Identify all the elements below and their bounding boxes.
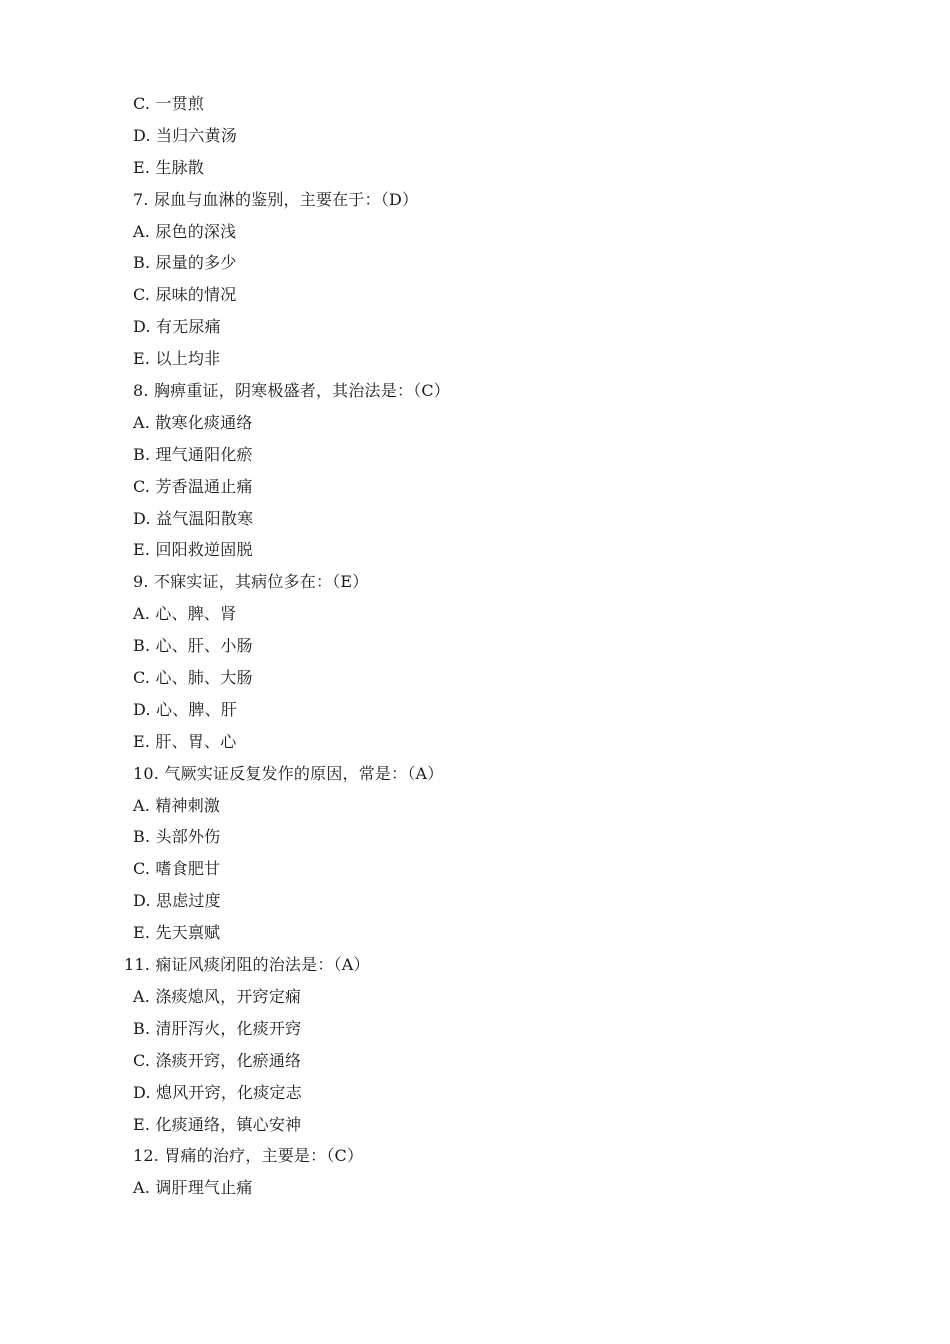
option-line: B. 清肝泻火，化痰开窍 — [133, 1018, 302, 1038]
question-line: 12. 胃痛的治疗，主要是：（C） — [133, 1146, 364, 1166]
option-line: E. 回阳救逆固脱 — [133, 540, 253, 560]
option-line: A. 心、脾、肾 — [133, 604, 237, 624]
question-line: 7. 尿血与血淋的鉴别，主要在于：（D） — [133, 189, 419, 209]
option-line: B. 头部外伤 — [133, 827, 221, 847]
option-line: E. 生脉散 — [133, 157, 205, 177]
question-line: 10. 气厥实证反复发作的原因，常是：（A） — [133, 763, 444, 783]
option-line: C. 嗜食肥甘 — [133, 859, 221, 879]
question-list — [0, 88, 950, 1204]
option-line: C. 尿味的情况 — [133, 285, 237, 305]
option-line: D. 熄风开窍，化痰定志 — [133, 1082, 302, 1102]
option-line: E. 化痰通络，镇心安神 — [133, 1114, 302, 1134]
option-line: E. 肝、胃、心 — [133, 731, 237, 751]
option-line: D. 思虑过度 — [133, 891, 221, 911]
question-line: 11. 痫证风痰闭阻的治法是：（A） — [124, 955, 370, 975]
option-line: A. 尿色的深浅 — [133, 221, 237, 241]
option-line: C. 涤痰开窍，化瘀通络 — [133, 1050, 302, 1070]
option-line: E. 先天禀赋 — [133, 923, 221, 943]
option-line: D. 益气温阳散寒 — [133, 508, 254, 528]
option-line: A. 精神刺激 — [133, 795, 221, 815]
option-line: A. 散寒化痰通络 — [133, 412, 253, 432]
option-line: E. 以上均非 — [133, 349, 221, 369]
option-line: A. 涤痰熄风，开窍定痫 — [133, 986, 302, 1006]
option-line: C. 芳香温通止痛 — [133, 476, 253, 496]
option-line: D. 当归六黄汤 — [133, 125, 238, 145]
option-line: B. 尿量的多少 — [133, 253, 237, 273]
question-line: 9. 不寐实证，其病位多在：（E） — [133, 572, 369, 592]
option-line: D. 有无尿痛 — [133, 317, 221, 337]
option-line: D. 心、脾、肝 — [133, 699, 238, 719]
option-line: A. 调肝理气止痛 — [133, 1178, 253, 1198]
option-line: C. 一贯煎 — [133, 94, 205, 113]
option-line: B. 理气通阳化瘀 — [133, 444, 253, 464]
option-line: C. 心、肺、大肠 — [133, 668, 253, 688]
question-line: 8. 胸痹重证，阴寒极盛者，其治法是：（C） — [133, 381, 450, 401]
option-line: B. 心、肝、小肠 — [133, 636, 253, 656]
